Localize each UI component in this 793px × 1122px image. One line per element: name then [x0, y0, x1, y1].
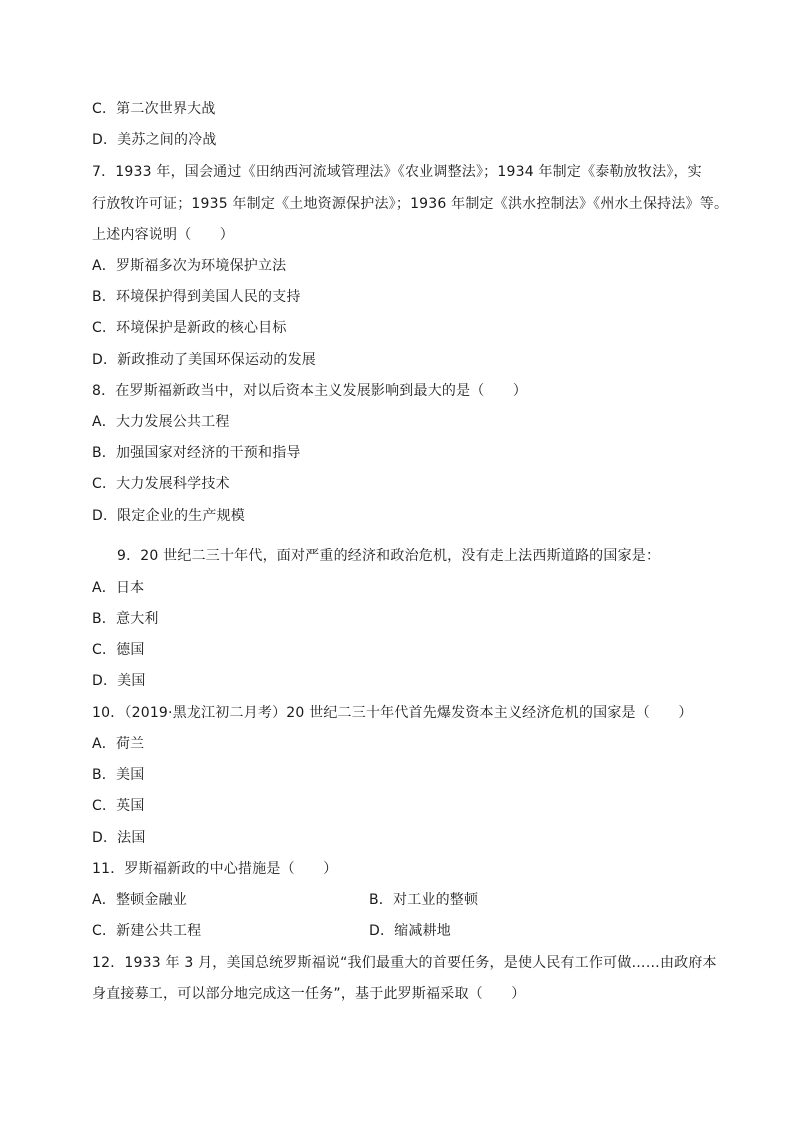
q7-stem-line1: 7．1933 年，国会通过《田纳西河流域管理法》《农业调整法》；1934 年制定《泰勒放牧法》，实 [92, 164, 702, 180]
q8-option-b: B．加强国家对经济的干预和指导 [92, 445, 301, 461]
q7-stem-line3: 上述内容说明（ ） [92, 227, 234, 243]
q7-option-a: A．罗斯福多次为环境保护立法 [92, 258, 287, 274]
q7-option-b: B．环境保护得到美国人民的支持 [92, 289, 301, 305]
q9-option-c: C．德国 [92, 642, 145, 658]
q9-stem: 9．20 世纪二三十年代，面对严重的经济和政治危机，没有走上法西斯道路的国家是： [117, 548, 661, 564]
q9-option-d: D．美国 [92, 673, 146, 689]
q11-stem: 11．罗斯福新政的中心措施是（ ） [92, 861, 338, 877]
q7-option-d: D．新政推动了美国环保运动的发展 [92, 352, 316, 368]
q8-stem: 8．在罗斯福新政当中，对以后资本主义发展影响到最大的是（ ） [92, 383, 528, 399]
q7-option-c: C．环境保护是新政的核心目标 [92, 320, 287, 336]
q12-stem-line2: 身直接募工，可以部分地完成这一任务”，基于此罗斯福采取（ ） [92, 986, 526, 1002]
q11-option-b: B．对工业的整顿 [369, 892, 479, 908]
q10-stem: 10．（2019·黑龙江初二月考）20 世纪二三十年代首先爆发资本主义经济危机的国家是（ ） [92, 705, 693, 721]
q10-option-a: A．荷兰 [92, 736, 145, 752]
q8-option-a: A．大力发展公共工程 [92, 414, 230, 430]
q11-option-d: D．缩减耕地 [369, 923, 451, 939]
q11-option-c: C．新建公共工程 [92, 923, 202, 939]
q7-stem-line2: 行放牧许可证；1935 年制定《土地资源保护法》；1936 年制定《洪水控制法》《州水土保持法》等。 [92, 196, 729, 212]
q9-option-a: A．日本 [92, 580, 145, 596]
q8-option-c: C．大力发展科学技术 [92, 476, 230, 492]
q10-option-c: C．英国 [92, 798, 145, 814]
q6-option-d: D．美苏之间的冷战 [92, 132, 217, 148]
q6-option-c: C．第二次世界大战 [92, 101, 216, 117]
q10-option-d: D．法国 [92, 830, 146, 846]
q11-option-a: A．整顿金融业 [92, 892, 187, 908]
q12-stem-line1: 12．1933 年 3 月，美国总统罗斯福说“我们最重大的首要任务，是使人民有工作可做……由政府本 [92, 955, 717, 971]
q8-option-d: D．限定企业的生产规模 [92, 508, 245, 524]
q10-option-b: B．美国 [92, 767, 145, 783]
q9-option-b: B．意大利 [92, 611, 159, 627]
